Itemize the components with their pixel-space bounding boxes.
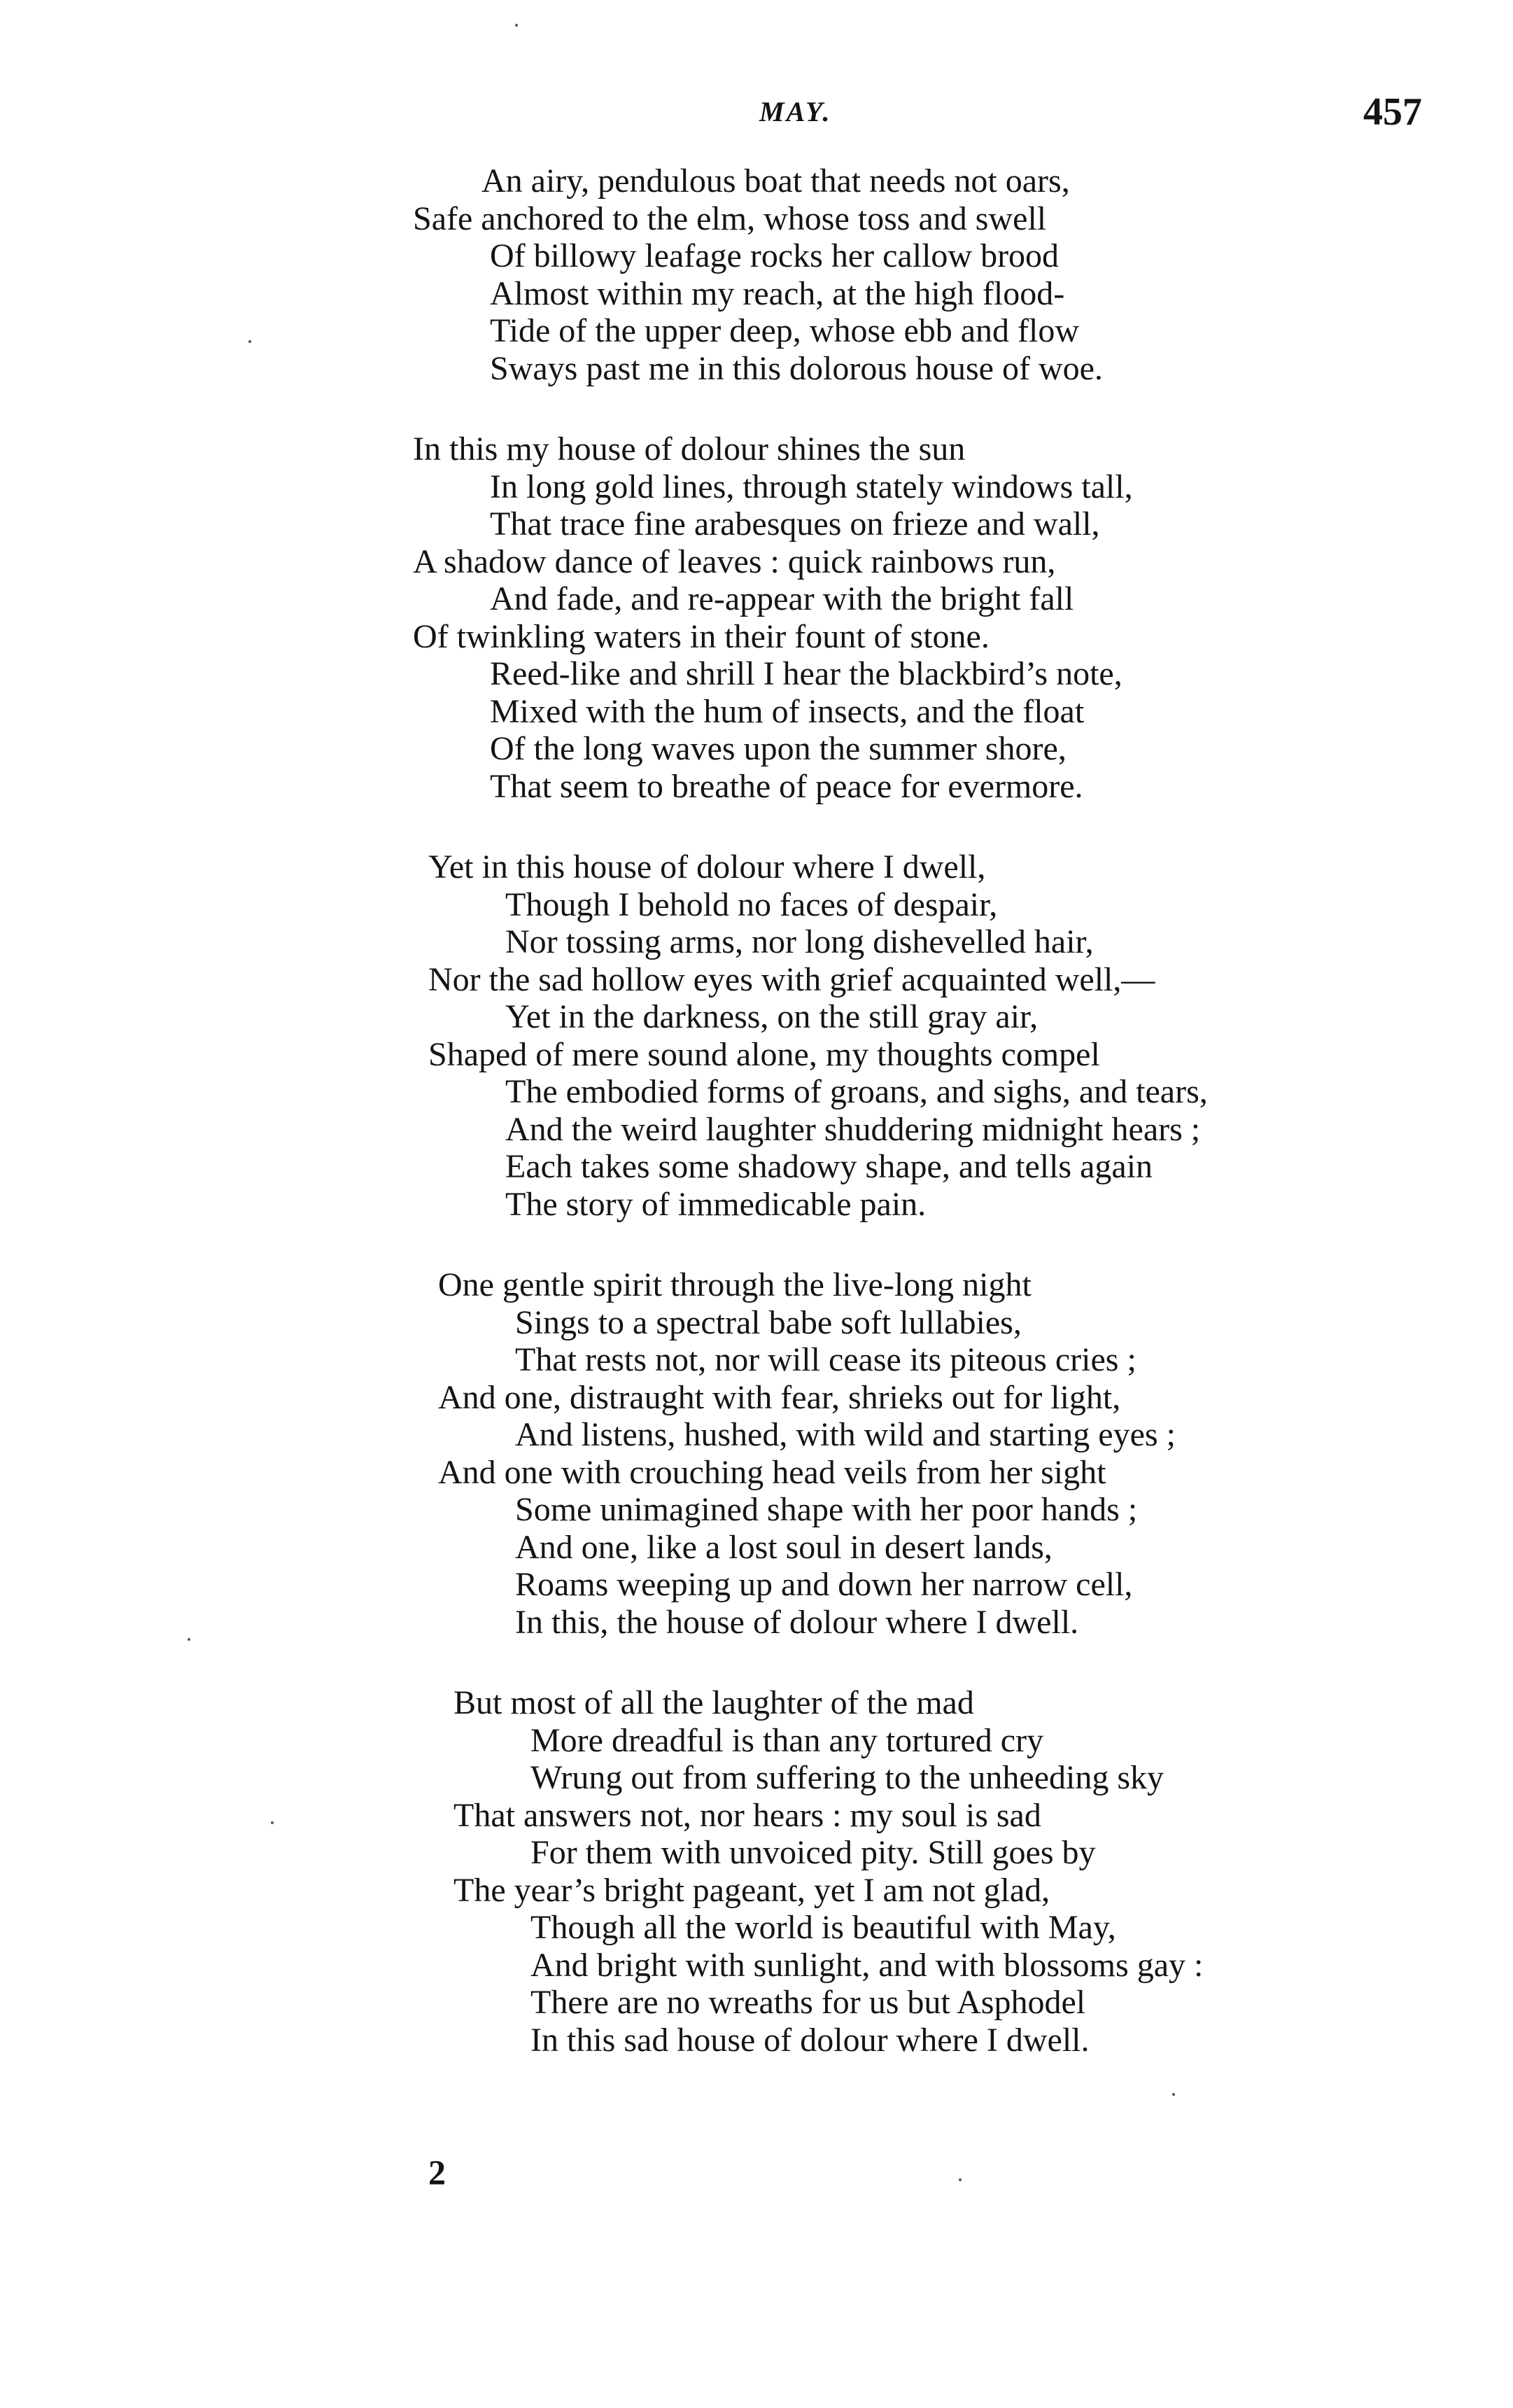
poem-line: In this, the house of dolour where I dwell. [515, 1604, 1079, 1641]
poem-line: Wrung out from suffering to the unheeding sky [530, 1759, 1164, 1796]
poem-line: Of the long waves upon the summer shore, [490, 730, 1067, 767]
page-number: 457 [1363, 90, 1422, 134]
poem-line: One gentle spirit through the live-long night [438, 1266, 1032, 1303]
poem-line: Of twinkling waters in their fount of stone. [413, 618, 990, 655]
poem-line: That seem to breathe of peace for evermore. [490, 768, 1083, 805]
poem-line: That trace fine arabesques on frieze and wall, [490, 505, 1100, 542]
poem-line: In long gold lines, through stately windows tall, [490, 468, 1133, 505]
poem-line: And listens, hushed, with wild and starting eyes ; [515, 1416, 1176, 1453]
scan-speck [188, 1638, 190, 1641]
poem-line: That answers not, nor hears : my soul is sad [453, 1797, 1041, 1834]
scan-speck [248, 340, 251, 343]
running-title: MAY. [759, 96, 832, 127]
poem-line: The year’s bright pageant, yet I am not glad, [453, 1872, 1050, 1909]
poem-line: There are no wreaths for us but Asphodel [530, 1984, 1086, 2021]
poem-line: A shadow dance of leaves : quick rainbows run, [413, 543, 1056, 580]
scan-speck [959, 2178, 962, 2181]
poem-line: The embodied forms of groans, and sighs, and tears, [505, 1073, 1208, 1110]
poem-line: Almost within my reach, at the high flood- [490, 275, 1065, 312]
poem-line: Safe anchored to the elm, whose toss and swell [413, 200, 1047, 237]
poem-line: In this sad house of dolour where I dwell. [530, 2022, 1090, 2059]
poem-line: Though all the world is beautiful with May, [530, 1909, 1116, 1946]
poem-line: Yet in the darkness, on the still gray air, [505, 998, 1039, 1035]
scan-speck [271, 1821, 274, 1824]
poem-line: And one with crouching head veils from her sight [438, 1454, 1106, 1491]
poem-line: And the weird laughter shuddering midnight hears ; [505, 1111, 1201, 1148]
poem-line: Mixed with the hum of insects, and the float [490, 693, 1085, 730]
poem-line: In this my house of dolour shines the sun [413, 430, 966, 468]
scan-speck [1172, 2093, 1175, 2096]
poem-line: The story of immedicable pain. [505, 1186, 927, 1223]
poem-line: That rests not, nor will cease its piteous cries ; [515, 1341, 1136, 1378]
poem-line: Some unimagined shape with her poor hands ; [515, 1491, 1138, 1528]
poem-line: And fade, and re-appear with the bright fall [490, 580, 1074, 617]
poem-line: Nor the sad hollow eyes with grief acquainted well,— [428, 961, 1155, 998]
poem-line: Reed-like and shrill I hear the blackbird’s note, [490, 655, 1123, 692]
poem-line: Tide of the upper deep, whose ebb and flow [490, 312, 1080, 349]
poem-line: Yet in this house of dolour where I dwell, [428, 848, 986, 886]
poem-line: And one, distraught with fear, shrieks out for light, [438, 1379, 1121, 1416]
running-head [0, 90, 1513, 146]
poem-line: For them with unvoiced pity. Still goes by [530, 1834, 1096, 1871]
poem-line: Sings to a spectral babe soft lullabies, [515, 1304, 1022, 1341]
poem-line: Though I behold no faces of despair, [505, 886, 998, 923]
poem-line: Shaped of mere sound alone, my thoughts compel [428, 1036, 1100, 1073]
poem-line: An airy, pendulous boat that needs not oars, [481, 162, 1070, 200]
poem-line: And one, like a lost soul in desert lands, [515, 1529, 1053, 1566]
poem-line: And bright with sunlight, and with blossoms gay : [530, 1947, 1204, 1984]
poem-line: More dreadful is than any tortured cry [530, 1722, 1044, 1759]
signature-mark: 2 [428, 2152, 446, 2192]
poem-line: Roams weeping up and down her narrow cell, [515, 1566, 1133, 1603]
scan-speck [515, 24, 518, 27]
poem-line: Nor tossing arms, nor long dishevelled hair, [505, 923, 1094, 960]
poem-line: Sways past me in this dolorous house of woe. [490, 350, 1103, 387]
poem-line: But most of all the laughter of the mad [453, 1684, 974, 1721]
poem-line: Each takes some shadowy shape, and tells again [505, 1148, 1153, 1185]
poem-line: Of billowy leafage rocks her callow brood [490, 237, 1060, 274]
